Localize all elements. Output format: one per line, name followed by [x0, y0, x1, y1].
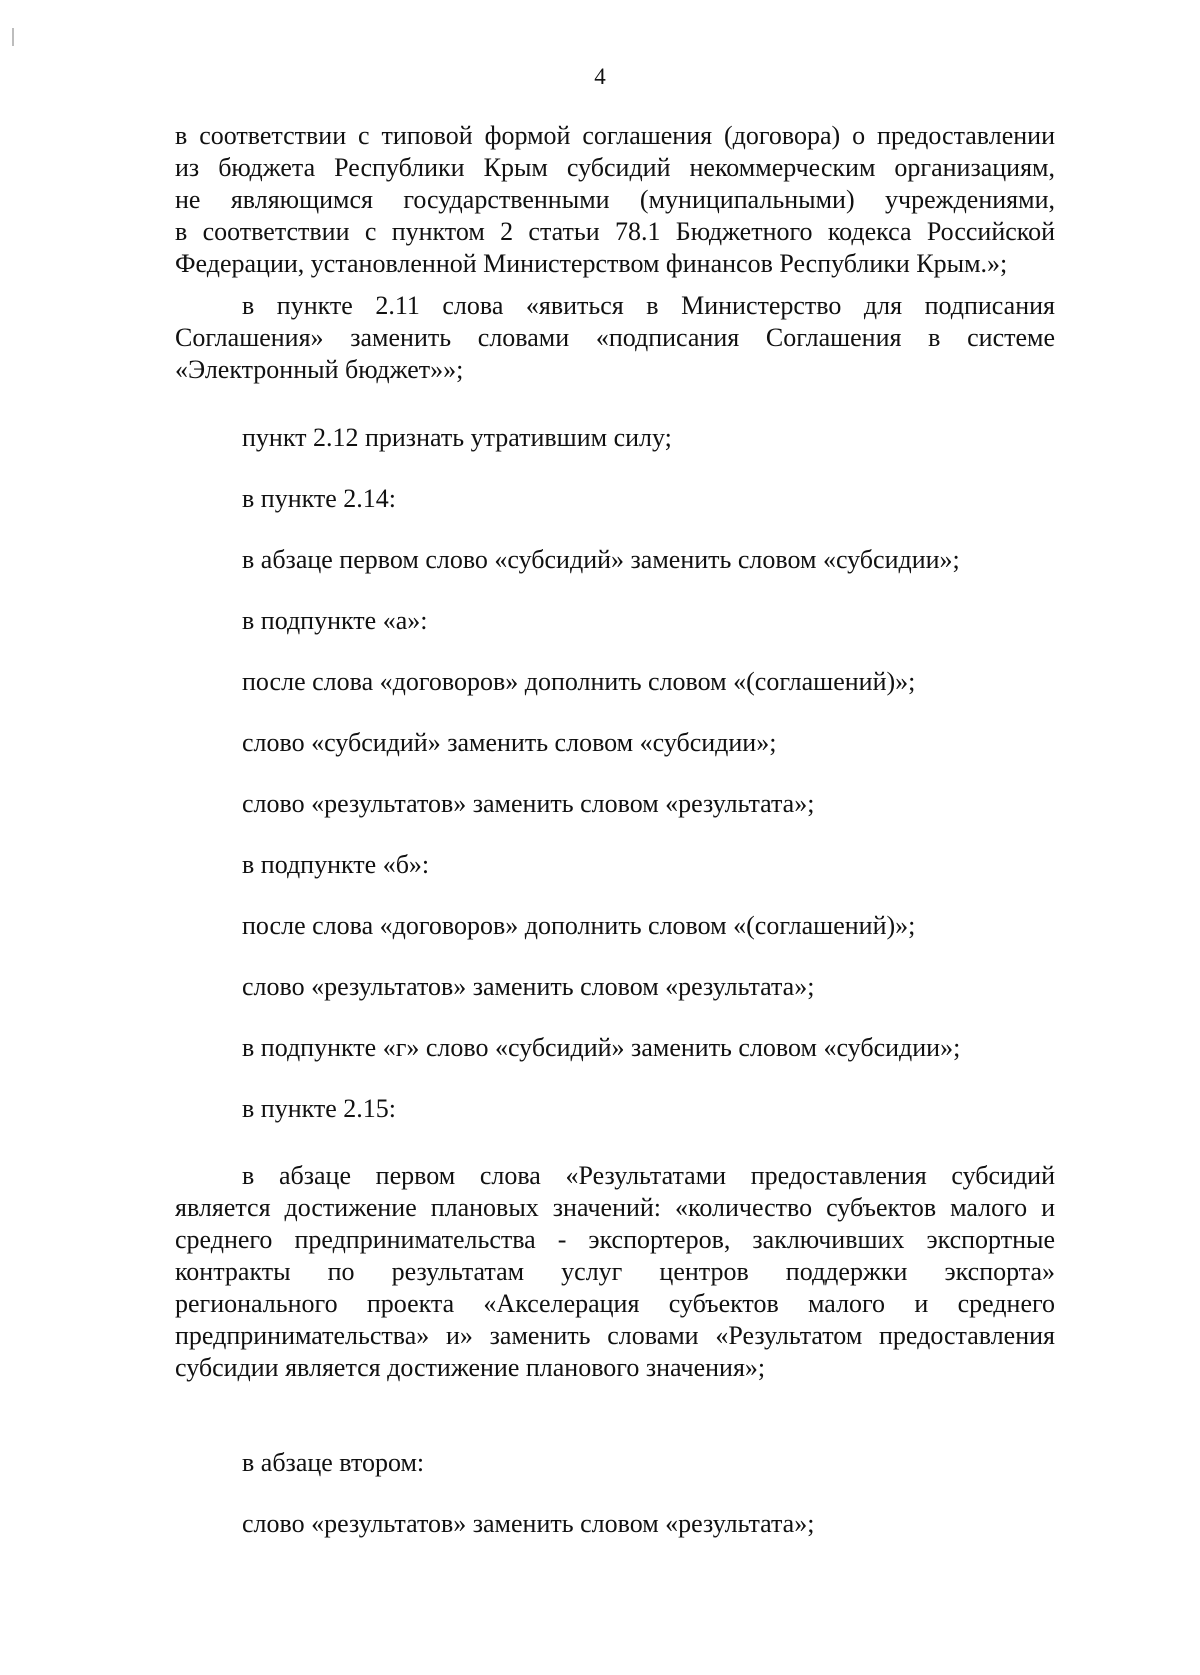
text-line: Соглашения» заменить словами «подписания Соглашения в системе [175, 323, 1055, 352]
paragraph-subpoint-b-agreements: после слова «договоров» дополнить словом «(соглашений)»; [242, 911, 916, 940]
paragraph-point-2-15-heading: в пункте 2.15: [242, 1094, 397, 1123]
text-line: субсидии является достижение планового значения»; [175, 1353, 766, 1382]
paragraph-point-2-15-first [175, 1160, 1055, 1384]
text-line: в абзаце первом слова «Результатами предоставления субсидий [242, 1161, 1055, 1190]
paragraph-point-2-12: пункт 2.12 признать утратившим силу; [242, 423, 672, 452]
paragraph-point-2-11 [175, 290, 1055, 386]
text-line: в соответствии с пунктом 2 статьи 78.1 Бюджетного кодекса Российской [175, 217, 1055, 246]
paragraph-subpoint-b-results: слово «результатов» заменить словом «результата»; [242, 972, 815, 1001]
paragraph-second-subparagraph-heading: в абзаце втором: [242, 1448, 425, 1477]
text-line: среднего предпринимательства - экспортеров, заключивших экспортные [175, 1225, 1055, 1254]
text-line: в пункте 2.11 слова «явиться в Министерство для подписания [242, 291, 1055, 320]
paragraph-point-2-14-heading: в пункте 2.14: [242, 484, 397, 513]
paragraph-subpoint-g: в подпункте «г» слово «субсидий» заменить словом «субсидии»; [242, 1033, 961, 1062]
text-line: в соответствии с типовой формой соглашения (договора) о предоставлении [175, 121, 1055, 150]
text-line: регионального проекта «Акселерация субъектов малого и среднего [175, 1289, 1055, 1318]
paragraph-subpoint-b-heading: в подпункте «б»: [242, 850, 430, 879]
paragraph-subpoint-a-subsidy: слово «субсидий» заменить словом «субсидии»; [242, 728, 777, 757]
paragraph-subpoint-a-agreements: после слова «договоров» дополнить словом «(соглашений)»; [242, 667, 916, 696]
paragraph-subpoint-a-results: слово «результатов» заменить словом «результата»; [242, 789, 815, 818]
text-line: из бюджета Республики Крым субсидий некоммерческим организациям, [175, 153, 1055, 182]
text-line: контракты по результатам услуг центров поддержки экспорта» [175, 1257, 1055, 1286]
text-line: «Электронный бюджет»»; [175, 355, 464, 384]
text-line: не являющимся государственными (муниципальными) учреждениями, [175, 185, 1055, 214]
paragraph-first-subparagraph: в абзаце первом слово «субсидий» заменить словом «субсидии»; [242, 545, 960, 574]
text-line: Федерации, установленной Министерством финансов Республики Крым.»; [175, 249, 1008, 278]
scan-edge-mark [12, 28, 14, 46]
text-line: предпринимательства» и» заменить словами «Результатом предоставления [175, 1321, 1055, 1350]
text-line: является достижение плановых значений: «количество субъектов малого и [175, 1193, 1055, 1222]
page-number: 4 [594, 64, 606, 89]
paragraph-second-subparagraph-results: слово «результатов» заменить словом «результата»; [242, 1509, 815, 1538]
paragraph-subsidy-agreement-form [175, 120, 1055, 280]
paragraph-subpoint-a-heading: в подпункте «а»: [242, 606, 428, 635]
